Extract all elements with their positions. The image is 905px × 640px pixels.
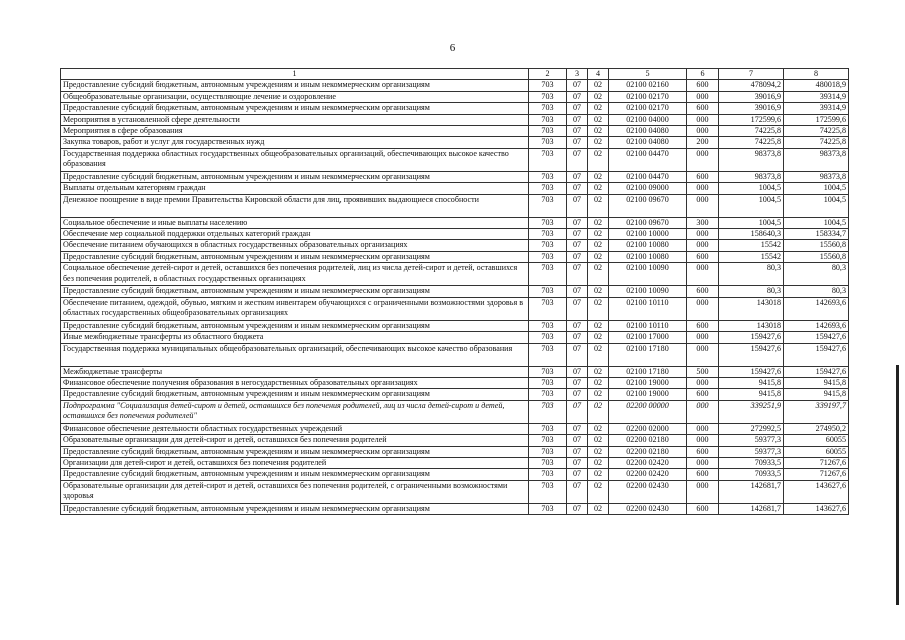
row-name: Социальное обеспечение и иные выплаты населению bbox=[61, 217, 529, 228]
row-name: Денежное поощрение в виде премии Правительства Кировской области для лиц, проявивших выдающиеся способности bbox=[61, 194, 529, 217]
code-target: 02100 09670 bbox=[609, 217, 687, 228]
amount-col8: 74225,8 bbox=[784, 126, 849, 137]
code-expense-type: 500 bbox=[687, 366, 719, 377]
code-subsection: 02 bbox=[588, 171, 609, 182]
code-admin: 703 bbox=[529, 457, 567, 468]
table-row bbox=[61, 137, 849, 148]
code-section: 07 bbox=[567, 446, 588, 457]
table-row bbox=[61, 91, 849, 102]
code-subsection: 02 bbox=[588, 229, 609, 240]
amount-col7: 159427,6 bbox=[719, 343, 784, 366]
code-expense-type: 000 bbox=[687, 297, 719, 320]
table-row bbox=[61, 240, 849, 251]
code-target: 02100 09670 bbox=[609, 194, 687, 217]
amount-col8: 159427,6 bbox=[784, 332, 849, 343]
code-target: 02100 10080 bbox=[609, 251, 687, 262]
amount-col7: 9415,8 bbox=[719, 389, 784, 400]
code-target: 02100 10090 bbox=[609, 263, 687, 286]
amount-col7: 143018 bbox=[719, 320, 784, 331]
amount-col7: 142681,7 bbox=[719, 480, 784, 503]
table-row bbox=[61, 320, 849, 331]
code-expense-type: 600 bbox=[687, 251, 719, 262]
table-row bbox=[61, 469, 849, 480]
table-row bbox=[61, 297, 849, 320]
table-row bbox=[61, 126, 849, 137]
amount-col7: 80,3 bbox=[719, 263, 784, 286]
code-target: 02100 19000 bbox=[609, 389, 687, 400]
amount-col7: 339251,9 bbox=[719, 400, 784, 423]
code-admin: 703 bbox=[529, 263, 567, 286]
header-row bbox=[61, 69, 849, 80]
code-expense-type: 600 bbox=[687, 503, 719, 514]
amount-col8: 74225,8 bbox=[784, 137, 849, 148]
amount-col7: 15542 bbox=[719, 240, 784, 251]
code-target: 02100 17180 bbox=[609, 366, 687, 377]
code-section: 07 bbox=[567, 137, 588, 148]
code-expense-type: 000 bbox=[687, 332, 719, 343]
code-admin: 703 bbox=[529, 423, 567, 434]
code-target: 02200 02180 bbox=[609, 435, 687, 446]
table-row bbox=[61, 332, 849, 343]
code-admin: 703 bbox=[529, 503, 567, 514]
row-name: Предоставление субсидий бюджетным, автономным учреждениям и иным некоммерческим организациям bbox=[61, 251, 529, 262]
amount-col8: 1004,5 bbox=[784, 217, 849, 228]
code-section: 07 bbox=[567, 423, 588, 434]
amount-col8: 98373,8 bbox=[784, 148, 849, 171]
code-admin: 703 bbox=[529, 297, 567, 320]
code-subsection: 02 bbox=[588, 183, 609, 194]
table-row bbox=[61, 171, 849, 182]
code-expense-type: 000 bbox=[687, 126, 719, 137]
row-name: Государственная поддержка муниципальных общеобразовательных организаций, обеспечивающих высокое качество образования bbox=[61, 343, 529, 366]
code-subsection: 02 bbox=[588, 366, 609, 377]
code-admin: 703 bbox=[529, 229, 567, 240]
code-target: 02100 17180 bbox=[609, 343, 687, 366]
table-row bbox=[61, 103, 849, 114]
code-target: 02200 00000 bbox=[609, 400, 687, 423]
header-cell: 4 bbox=[588, 69, 609, 80]
code-subsection: 02 bbox=[588, 435, 609, 446]
code-subsection: 02 bbox=[588, 503, 609, 514]
code-section: 07 bbox=[567, 503, 588, 514]
code-target: 02100 04470 bbox=[609, 171, 687, 182]
code-section: 07 bbox=[567, 320, 588, 331]
table-row bbox=[61, 114, 849, 125]
amount-col8: 98373,8 bbox=[784, 171, 849, 182]
amount-col8: 71267,6 bbox=[784, 457, 849, 468]
row-name: Предоставление субсидий бюджетным, автономным учреждениям и иным некоммерческим организациям bbox=[61, 286, 529, 297]
code-subsection: 02 bbox=[588, 114, 609, 125]
code-subsection: 02 bbox=[588, 103, 609, 114]
table-row bbox=[61, 377, 849, 388]
code-section: 07 bbox=[567, 400, 588, 423]
amount-col8: 71267,6 bbox=[784, 469, 849, 480]
code-admin: 703 bbox=[529, 480, 567, 503]
amount-col8: 159427,6 bbox=[784, 366, 849, 377]
header-cell: 2 bbox=[529, 69, 567, 80]
code-expense-type: 000 bbox=[687, 240, 719, 251]
amount-col8: 39314,9 bbox=[784, 103, 849, 114]
code-target: 02100 10000 bbox=[609, 229, 687, 240]
code-expense-type: 000 bbox=[687, 183, 719, 194]
amount-col7: 59377,3 bbox=[719, 446, 784, 457]
code-section: 07 bbox=[567, 80, 588, 91]
code-subsection: 02 bbox=[588, 377, 609, 388]
code-admin: 703 bbox=[529, 126, 567, 137]
amount-col8: 142693,6 bbox=[784, 297, 849, 320]
row-name: Предоставление субсидий бюджетным, автономным учреждениям и иным некоммерческим организациям bbox=[61, 103, 529, 114]
table-row bbox=[61, 217, 849, 228]
row-name: Обеспечение мер социальной поддержки отдельных категорий граждан bbox=[61, 229, 529, 240]
code-admin: 703 bbox=[529, 80, 567, 91]
code-admin: 703 bbox=[529, 103, 567, 114]
code-expense-type: 200 bbox=[687, 137, 719, 148]
amount-col8: 39314,9 bbox=[784, 91, 849, 102]
code-target: 02100 02170 bbox=[609, 103, 687, 114]
code-admin: 703 bbox=[529, 400, 567, 423]
code-section: 07 bbox=[567, 194, 588, 217]
code-expense-type: 600 bbox=[687, 103, 719, 114]
code-section: 07 bbox=[567, 126, 588, 137]
code-expense-type: 000 bbox=[687, 194, 719, 217]
amount-col7: 172599,6 bbox=[719, 114, 784, 125]
row-name: Иные межбюджетные трансферты из областного бюджета bbox=[61, 332, 529, 343]
code-subsection: 02 bbox=[588, 194, 609, 217]
table-row bbox=[61, 251, 849, 262]
code-admin: 703 bbox=[529, 435, 567, 446]
code-subsection: 02 bbox=[588, 137, 609, 148]
code-subsection: 02 bbox=[588, 400, 609, 423]
amount-col7: 142681,7 bbox=[719, 503, 784, 514]
code-section: 07 bbox=[567, 469, 588, 480]
amount-col7: 98373,8 bbox=[719, 171, 784, 182]
code-section: 07 bbox=[567, 251, 588, 262]
code-section: 07 bbox=[567, 91, 588, 102]
table-row bbox=[61, 480, 849, 503]
code-section: 07 bbox=[567, 171, 588, 182]
code-admin: 703 bbox=[529, 240, 567, 251]
row-name: Образовательные организации для детей-сирот и детей, оставшихся без попечения родителей, с ограниченными возможностями здоровья bbox=[61, 480, 529, 503]
code-target: 02100 02170 bbox=[609, 91, 687, 102]
code-expense-type: 300 bbox=[687, 217, 719, 228]
code-expense-type: 000 bbox=[687, 263, 719, 286]
code-subsection: 02 bbox=[588, 286, 609, 297]
table-row bbox=[61, 229, 849, 240]
amount-col8: 274950,2 bbox=[784, 423, 849, 434]
code-admin: 703 bbox=[529, 183, 567, 194]
row-name: Образовательные организации для детей-сирот и детей, оставшихся без попечения родителей bbox=[61, 435, 529, 446]
code-subsection: 02 bbox=[588, 240, 609, 251]
code-subsection: 02 bbox=[588, 423, 609, 434]
code-target: 02100 10110 bbox=[609, 320, 687, 331]
code-subsection: 02 bbox=[588, 389, 609, 400]
code-admin: 703 bbox=[529, 251, 567, 262]
amount-col8: 9415,8 bbox=[784, 377, 849, 388]
code-admin: 703 bbox=[529, 286, 567, 297]
code-target: 02200 02430 bbox=[609, 503, 687, 514]
code-admin: 703 bbox=[529, 332, 567, 343]
code-subsection: 02 bbox=[588, 126, 609, 137]
row-name: Организации для детей-сирот и детей, оставшихся без попечения родителей bbox=[61, 457, 529, 468]
row-name: Предоставление субсидий бюджетным, автономным учреждениям и иным некоммерческим организациям bbox=[61, 503, 529, 514]
code-admin: 703 bbox=[529, 148, 567, 171]
amount-col8: 1004,5 bbox=[784, 194, 849, 217]
code-target: 02200 02420 bbox=[609, 457, 687, 468]
amount-col7: 70933,5 bbox=[719, 469, 784, 480]
table-row bbox=[61, 194, 849, 217]
row-name: Закупка товаров, работ и услуг для государственных нужд bbox=[61, 137, 529, 148]
code-subsection: 02 bbox=[588, 263, 609, 286]
table-row bbox=[61, 446, 849, 457]
code-section: 07 bbox=[567, 263, 588, 286]
code-target: 02100 10090 bbox=[609, 286, 687, 297]
row-name: Финансовое обеспечение деятельности областных государственных учреждений bbox=[61, 423, 529, 434]
amount-col7: 74225,8 bbox=[719, 137, 784, 148]
code-subsection: 02 bbox=[588, 91, 609, 102]
code-section: 07 bbox=[567, 435, 588, 446]
table-row bbox=[61, 286, 849, 297]
table-row bbox=[61, 503, 849, 514]
amount-col7: 143018 bbox=[719, 297, 784, 320]
code-section: 07 bbox=[567, 457, 588, 468]
amount-col8: 480018,9 bbox=[784, 80, 849, 91]
code-expense-type: 600 bbox=[687, 469, 719, 480]
code-expense-type: 000 bbox=[687, 114, 719, 125]
code-section: 07 bbox=[567, 389, 588, 400]
row-name: Предоставление субсидий бюджетным, автономным учреждениям и иным некоммерческим организациям bbox=[61, 80, 529, 91]
code-subsection: 02 bbox=[588, 320, 609, 331]
code-admin: 703 bbox=[529, 217, 567, 228]
code-expense-type: 000 bbox=[687, 457, 719, 468]
code-target: 02100 04000 bbox=[609, 114, 687, 125]
code-expense-type: 000 bbox=[687, 480, 719, 503]
code-target: 02200 02180 bbox=[609, 446, 687, 457]
amount-col8: 142693,6 bbox=[784, 320, 849, 331]
table-row bbox=[61, 389, 849, 400]
row-name: Мероприятия в установленной сфере деятельности bbox=[61, 114, 529, 125]
code-expense-type: 600 bbox=[687, 80, 719, 91]
table-row bbox=[61, 457, 849, 468]
amount-col7: 15542 bbox=[719, 251, 784, 262]
amount-col7: 159427,6 bbox=[719, 332, 784, 343]
code-target: 02200 02430 bbox=[609, 480, 687, 503]
amount-col7: 158640,3 bbox=[719, 229, 784, 240]
code-section: 07 bbox=[567, 240, 588, 251]
code-subsection: 02 bbox=[588, 217, 609, 228]
row-name: Межбюджетные трансферты bbox=[61, 366, 529, 377]
row-name: Обеспечение питанием обучающихся в областных государственных образовательных организациях bbox=[61, 240, 529, 251]
code-section: 07 bbox=[567, 183, 588, 194]
code-section: 07 bbox=[567, 148, 588, 171]
amount-col7: 98373,8 bbox=[719, 148, 784, 171]
code-target: 02100 04470 bbox=[609, 148, 687, 171]
code-expense-type: 000 bbox=[687, 229, 719, 240]
code-section: 07 bbox=[567, 366, 588, 377]
table-row bbox=[61, 400, 849, 423]
amount-col7: 59377,3 bbox=[719, 435, 784, 446]
amount-col7: 159427,6 bbox=[719, 366, 784, 377]
code-expense-type: 600 bbox=[687, 286, 719, 297]
row-name: Предоставление субсидий бюджетным, автономным учреждениям и иным некоммерческим организациям bbox=[61, 469, 529, 480]
code-expense-type: 000 bbox=[687, 343, 719, 366]
code-subsection: 02 bbox=[588, 332, 609, 343]
page-number: 6 bbox=[449, 42, 456, 54]
amount-col7: 39016,9 bbox=[719, 103, 784, 114]
amount-col7: 1004,5 bbox=[719, 194, 784, 217]
code-section: 07 bbox=[567, 286, 588, 297]
row-name: Государственная поддержка областных государственных общеобразовательных организаций, обеспечивающих высокое качество образования bbox=[61, 148, 529, 171]
code-section: 07 bbox=[567, 343, 588, 366]
code-target: 02100 19000 bbox=[609, 377, 687, 388]
code-subsection: 02 bbox=[588, 469, 609, 480]
amount-col7: 272992,5 bbox=[719, 423, 784, 434]
code-target: 02100 10080 bbox=[609, 240, 687, 251]
code-target: 02100 02160 bbox=[609, 80, 687, 91]
code-admin: 703 bbox=[529, 343, 567, 366]
row-name: Мероприятия в сфере образования bbox=[61, 126, 529, 137]
header-cell: 7 bbox=[719, 69, 784, 80]
code-target: 02100 17000 bbox=[609, 332, 687, 343]
header-cell: 6 bbox=[687, 69, 719, 80]
table-row bbox=[61, 423, 849, 434]
code-subsection: 02 bbox=[588, 148, 609, 171]
code-admin: 703 bbox=[529, 194, 567, 217]
table-row bbox=[61, 148, 849, 171]
code-expense-type: 000 bbox=[687, 148, 719, 171]
code-target: 02200 02420 bbox=[609, 469, 687, 480]
amount-col7: 1004,5 bbox=[719, 217, 784, 228]
amount-col8: 60055 bbox=[784, 435, 849, 446]
code-subsection: 02 bbox=[588, 251, 609, 262]
table-row bbox=[61, 435, 849, 446]
amount-col8: 172599,6 bbox=[784, 114, 849, 125]
code-expense-type: 600 bbox=[687, 171, 719, 182]
code-admin: 703 bbox=[529, 171, 567, 182]
header-cell: 8 bbox=[784, 69, 849, 80]
code-subsection: 02 bbox=[588, 297, 609, 320]
amount-col8: 15560,8 bbox=[784, 240, 849, 251]
amount-col7: 478094,2 bbox=[719, 80, 784, 91]
code-admin: 703 bbox=[529, 446, 567, 457]
row-name: Предоставление субсидий бюджетным, автономным учреждениям и иным некоммерческим организациям bbox=[61, 171, 529, 182]
code-subsection: 02 bbox=[588, 480, 609, 503]
code-target: 02100 10110 bbox=[609, 297, 687, 320]
row-name: Подпрограмма "Социализация детей-сирот и детей, оставшихся без попечения родителей, лиц из числа детей-сирот и детей, оставшихся без попечения родителей" bbox=[61, 400, 529, 423]
table-row bbox=[61, 343, 849, 366]
code-subsection: 02 bbox=[588, 446, 609, 457]
table-row bbox=[61, 366, 849, 377]
row-name: Обеспечение питанием, одеждой, обувью, мягким и жестким инвентарем обучающихся с ограниченными возможностями здоровья в областных государственных общеобразовательных организациях bbox=[61, 297, 529, 320]
header-cell: 5 bbox=[609, 69, 687, 80]
amount-col8: 158334,7 bbox=[784, 229, 849, 240]
code-expense-type: 600 bbox=[687, 446, 719, 457]
code-section: 07 bbox=[567, 480, 588, 503]
row-name: Предоставление субсидий бюджетным, автономным учреждениям и иным некоммерческим организациям bbox=[61, 446, 529, 457]
amount-col8: 80,3 bbox=[784, 286, 849, 297]
row-name: Общеобразовательные организации, осуществляющие лечение и оздоровление bbox=[61, 91, 529, 102]
amount-col8: 143627,6 bbox=[784, 503, 849, 514]
table-row bbox=[61, 183, 849, 194]
code-subsection: 02 bbox=[588, 457, 609, 468]
budget-table bbox=[60, 68, 849, 515]
amount-col8: 80,3 bbox=[784, 263, 849, 286]
amount-col7: 9415,8 bbox=[719, 377, 784, 388]
code-subsection: 02 bbox=[588, 80, 609, 91]
code-section: 07 bbox=[567, 114, 588, 125]
amount-col7: 80,3 bbox=[719, 286, 784, 297]
code-admin: 703 bbox=[529, 389, 567, 400]
amount-col7: 70933,5 bbox=[719, 457, 784, 468]
code-expense-type: 000 bbox=[687, 400, 719, 423]
amount-col8: 339197,7 bbox=[784, 400, 849, 423]
code-section: 07 bbox=[567, 103, 588, 114]
amount-col7: 1004,5 bbox=[719, 183, 784, 194]
amount-col8: 9415,8 bbox=[784, 389, 849, 400]
amount-col7: 74225,8 bbox=[719, 126, 784, 137]
code-section: 07 bbox=[567, 377, 588, 388]
code-expense-type: 600 bbox=[687, 389, 719, 400]
code-expense-type: 600 bbox=[687, 320, 719, 331]
row-name: Социальное обеспечение детей-сирот и детей, оставшихся без попечения родителей, лиц из числа детей-сирот и детей, оставшихся без попечения родителей, в областных государственных организациях bbox=[61, 263, 529, 286]
code-section: 07 bbox=[567, 217, 588, 228]
code-section: 07 bbox=[567, 297, 588, 320]
code-admin: 703 bbox=[529, 91, 567, 102]
code-admin: 703 bbox=[529, 114, 567, 125]
amount-col7: 39016,9 bbox=[719, 91, 784, 102]
amount-col8: 159427,6 bbox=[784, 343, 849, 366]
code-subsection: 02 bbox=[588, 343, 609, 366]
code-target: 02200 02000 bbox=[609, 423, 687, 434]
header-cell: 3 bbox=[567, 69, 588, 80]
code-admin: 703 bbox=[529, 137, 567, 148]
table-body bbox=[61, 80, 849, 515]
code-admin: 703 bbox=[529, 469, 567, 480]
code-section: 07 bbox=[567, 229, 588, 240]
code-expense-type: 000 bbox=[687, 377, 719, 388]
amount-col8: 15560,8 bbox=[784, 251, 849, 262]
code-section: 07 bbox=[567, 332, 588, 343]
scan-edge-mark bbox=[896, 365, 899, 605]
code-admin: 703 bbox=[529, 320, 567, 331]
table-row bbox=[61, 263, 849, 286]
code-expense-type: 000 bbox=[687, 435, 719, 446]
row-name: Предоставление субсидий бюджетным, автономным учреждениям и иным некоммерческим организациям bbox=[61, 320, 529, 331]
header-cell: 1 bbox=[61, 69, 529, 80]
amount-col8: 1004,5 bbox=[784, 183, 849, 194]
code-target: 02100 04080 bbox=[609, 126, 687, 137]
code-expense-type: 000 bbox=[687, 423, 719, 434]
row-name: Финансовое обеспечение получения образования в негосударственных образовательных организациях bbox=[61, 377, 529, 388]
amount-col8: 143627,6 bbox=[784, 480, 849, 503]
code-target: 02100 04080 bbox=[609, 137, 687, 148]
row-name: Выплаты отдельным категориям граждан bbox=[61, 183, 529, 194]
table-row bbox=[61, 80, 849, 91]
amount-col8: 60055 bbox=[784, 446, 849, 457]
code-expense-type: 000 bbox=[687, 91, 719, 102]
code-target: 02100 09000 bbox=[609, 183, 687, 194]
code-admin: 703 bbox=[529, 377, 567, 388]
row-name: Предоставление субсидий бюджетным, автономным учреждениям и иным некоммерческим организациям bbox=[61, 389, 529, 400]
code-admin: 703 bbox=[529, 366, 567, 377]
